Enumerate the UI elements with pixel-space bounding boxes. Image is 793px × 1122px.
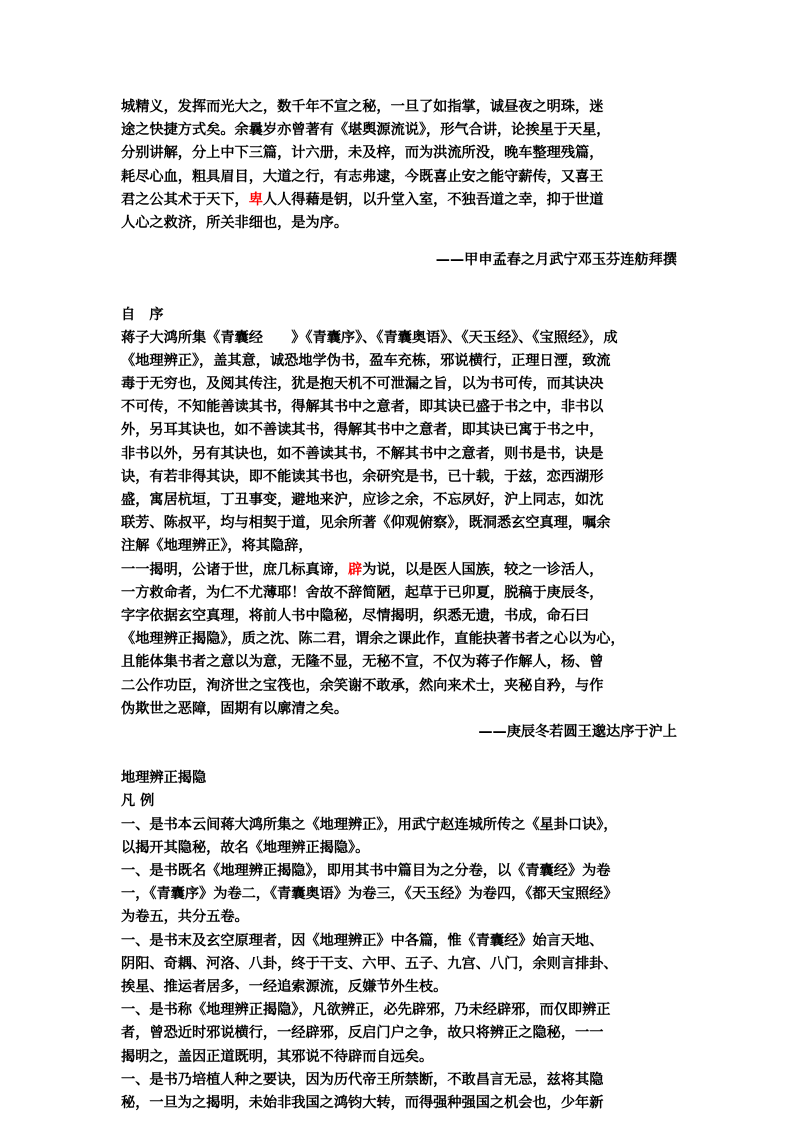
self-preface-signature: ——庚辰冬若圆王邈达序于沪上 <box>478 723 677 740</box>
text-line: 挨星、推运者居多，一经追索源流，反嫌节外生枝。 <box>121 978 448 995</box>
text-line: 注解《地理辨正》，将其隐辞， <box>121 538 313 555</box>
text-line: 外，另耳其诀也，如不善读其书，得解其书中之意者，即其诀已寓于书之中， <box>121 422 604 439</box>
text-segment: 一一揭明，公诸于世，庶几标真谛， <box>121 561 349 578</box>
preface-signature: ——甲申孟春之月武宁邓玉芬连舫拜撰 <box>435 252 677 269</box>
section-heading: 自 序 <box>121 306 164 323</box>
text-line: 非书以外，另有其诀也，如不善读其书，不解其书中之意者，则书是书，诀是 <box>121 445 604 462</box>
text-line: 耗尽心血，粗具眉目，大道之行，有志弗逮，今既喜止安之能守薪传，又喜王 <box>121 168 604 185</box>
text-line: 二公作功臣，洵济世之宝筏也，余笑谢不敢承，然向来术士，夹秘自矜，与作 <box>121 677 604 694</box>
text-line: 途之快捷方式矣。余曩岁亦曾著有《堪舆源流说》，形气合讲，论挨星于天星， <box>121 122 611 139</box>
document-body <box>121 96 679 1115</box>
rules-section <box>121 767 679 1115</box>
text-segment: 为说，以是医人国族，较之一诊活人， <box>362 561 604 578</box>
text-line: 揭明之，盖因正道既明，其邪说不待辟而自远矣。 <box>121 1048 434 1065</box>
text-line: 一、是书本云间蒋大鸿所集之《地理辨正》，用武宁赵连城所传之《星卦口诀》， <box>121 816 618 833</box>
text-line: 一，《青囊序》为卷二，《青囊奥语》为卷三，《天玉经》为卷四，《都天宝照经》 <box>121 886 618 903</box>
text-line: 一、是书末及玄空原理者，因《地理辨正》中各篇，惟《青囊经》始言天地、 <box>121 932 604 949</box>
text-line: 阴阳、奇耦、河洛、八卦，终于干支、六甲、五子、九宫、八门，余则言排卦、 <box>121 955 618 972</box>
highlighted-character: 卑 <box>248 191 263 208</box>
text-line: 一、是书称《地理辨正揭隐》，凡欲辨正，必先辟邪，乃未经辟邪，而仅即辨正 <box>121 1002 611 1019</box>
text-line: 诀，有若非得其诀，即不能读其书也，余研究是书，已十载，于兹，恋西湖形 <box>121 468 604 485</box>
text-line: 者，曾恐近时邪说横行，一经辟邪，反启门户之争，故只将辨正之隐秘，一一 <box>121 1025 604 1042</box>
text-line: 一方救命者，为仁不尤薄耶！舍故不辞简陋，起草于已卯夏，脱稿于庚辰冬， <box>121 584 604 601</box>
text-line: 秘，一旦为之揭明，未始非我国之鸿钧大转，而得强种强国之机会也，少年新 <box>121 1094 604 1111</box>
text-line: 且能体集书者之意以为意，无隆不显，无秘不宣，不仅为蒋子作解人，杨、曾 <box>121 654 604 671</box>
text-segment: 君之公其术于天下， <box>121 191 249 208</box>
text-line <box>121 559 679 582</box>
text-line: 人心之救济，所关非细也，是为序。 <box>121 214 349 231</box>
highlighted-character: 辟 <box>348 561 363 578</box>
text-line: 不可传，不知能善读其书，得解其书中之意者，即其诀已盛于书之中，非书以 <box>121 399 604 416</box>
text-line: 盛，寓居杭垣，丁丑事变，避地来沪，应诊之余，不忘夙好，沪上同志，如沈 <box>121 492 604 508</box>
text-line: 蒋子大鸿所集《青囊经 》《青囊序》、《青囊奥语》、《天玉经》、《宝照经》，成 <box>121 329 618 346</box>
preface-section <box>121 96 679 272</box>
book-title: 地理辨正揭隐 <box>121 770 207 787</box>
text-line: 联芳、陈叔平，均与相契于道，见余所著《仰观俯察》，既洞悉玄空真理，嘱余 <box>121 515 611 532</box>
section-heading: 凡 例 <box>121 793 155 810</box>
text-line: 毒于无穷也，及阅其传注，犹是抱天机不可泄漏之旨，以为书可传，而其诀决 <box>121 376 604 393</box>
text-line: 为卷五，共分五卷。 <box>121 909 249 926</box>
text-line: 一、是书既名《地理辨正揭隐》，即用其书中篇目为之分卷，以《青囊经》为卷 <box>121 863 611 879</box>
text-line: 城精义，发挥而光大之，数千年不宣之秘，一旦了如指掌，诚昼夜之明珠，迷 <box>121 99 604 115</box>
text-line: 分别讲解，分上中下三篇，计六册，未及梓，而为洪流所没，晚车整理残篇， <box>121 145 604 162</box>
text-line: 《地理辨正揭隐》，质之沈、陈二君，谓余之课此作，直能抉著书者之心以为心， <box>121 631 625 648</box>
text-line: 一、是书乃培植人种之要诀，因为历代帝王所禁断，不敢昌言无忌，兹将其隐 <box>121 1071 604 1088</box>
text-line: 以揭开其隐秘，故名《地理辨正揭隐》。 <box>121 839 370 856</box>
text-line <box>121 189 679 212</box>
text-line: 《地理辨正》，盖其意，诚恐地学伪书，盈车充栋，邪说横行，正理日湮，致流 <box>121 352 611 369</box>
self-preface-section <box>121 304 679 745</box>
text-segment: 人人得藉是钥，以升堂入室，不独吾道之幸，抑于世道 <box>262 191 604 208</box>
text-line: 伪欺世之恶障，固期有以廓清之矣。 <box>121 700 349 717</box>
text-line: 字字依据玄空真理，将前人书中隐秘，尽情揭明，织悉无遗，书成，命石曰 <box>121 607 590 624</box>
